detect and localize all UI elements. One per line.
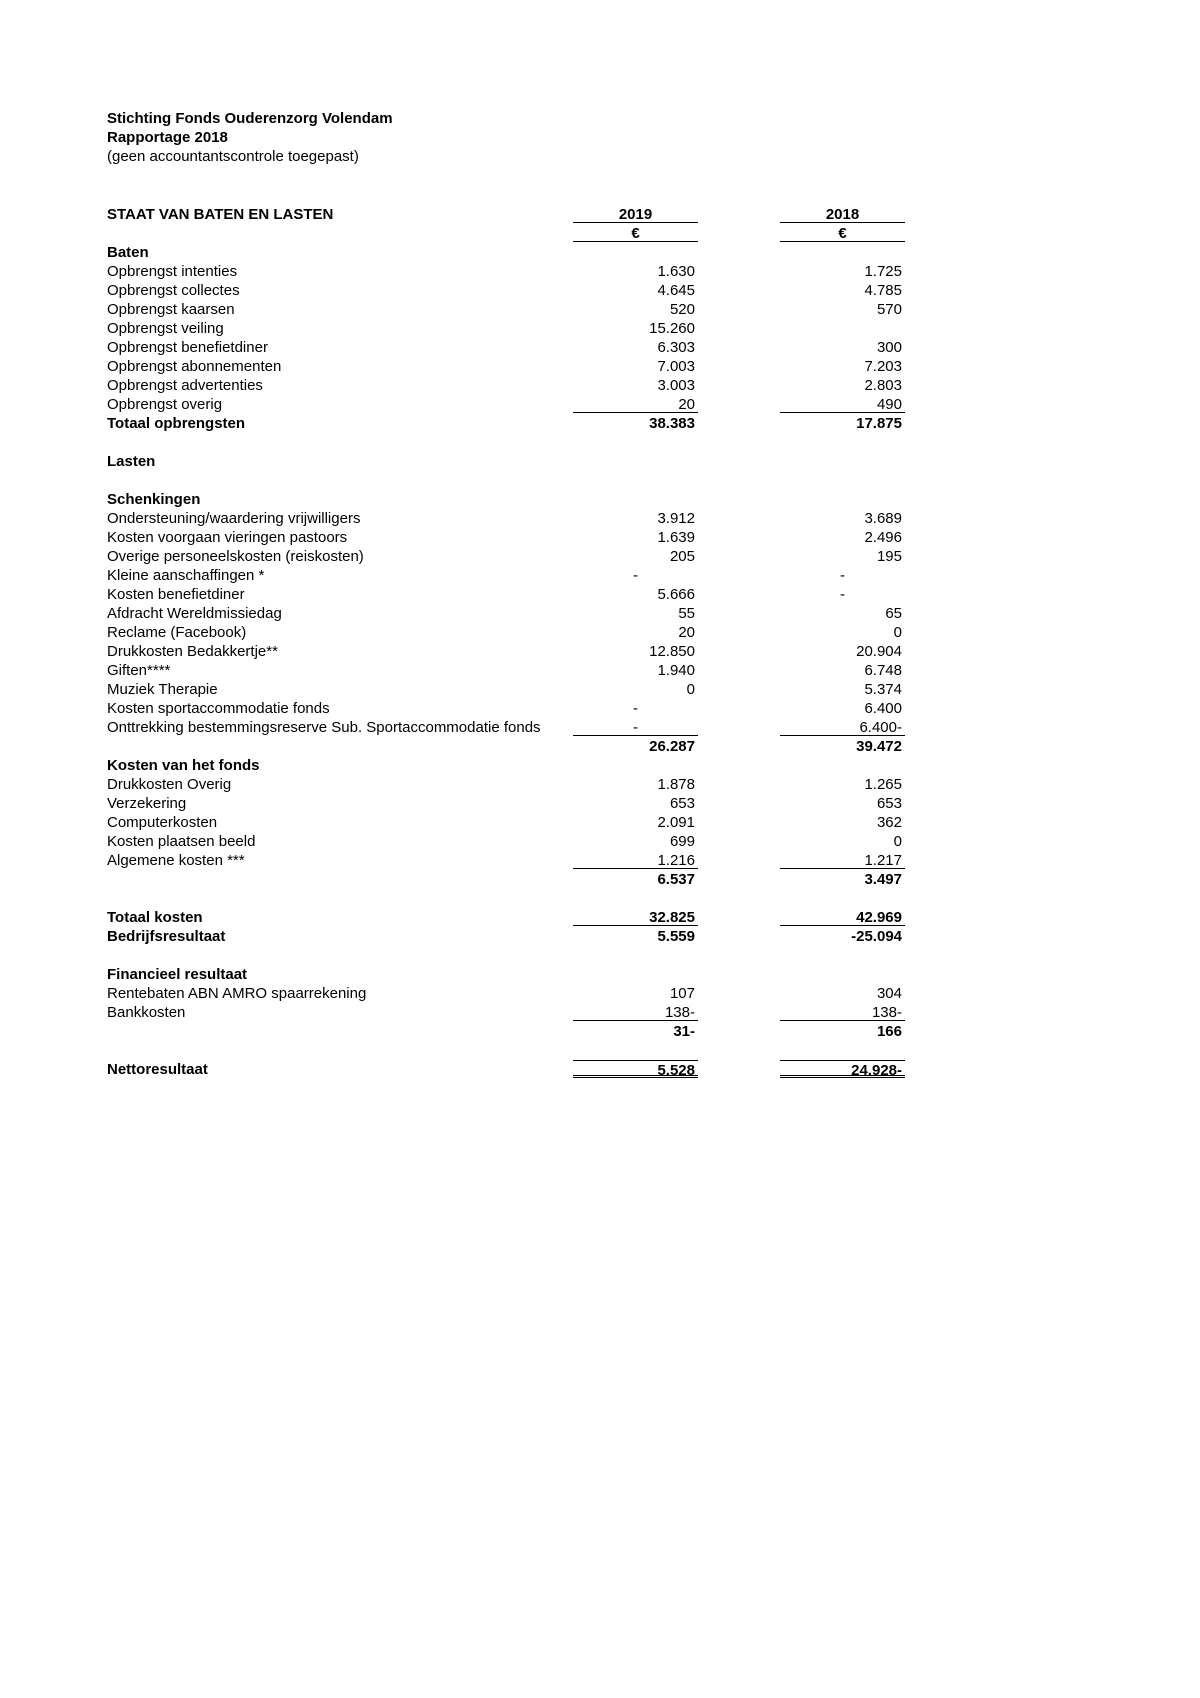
row-label: Kosten voorgaan vieringen pastoors bbox=[107, 529, 348, 546]
statement-rows bbox=[107, 243, 902, 1079]
row-label: Nettoresultaat bbox=[107, 1061, 208, 1078]
row-label: Opbrengst abonnementen bbox=[107, 358, 282, 375]
row-label: Opbrengst overig bbox=[107, 396, 223, 413]
section-heading: Financieel resultaat bbox=[107, 966, 248, 983]
currency-row bbox=[107, 224, 887, 243]
value-2018: 570 bbox=[876, 301, 902, 318]
row-label: Bankkosten bbox=[107, 1004, 186, 1021]
value-2018: 653 bbox=[876, 795, 902, 812]
value-2019: 3.912 bbox=[657, 510, 695, 527]
value-2019: 107 bbox=[669, 985, 695, 1002]
line-item-row bbox=[107, 566, 887, 585]
row-label: Kosten benefietdiner bbox=[107, 586, 245, 603]
spacer bbox=[107, 889, 887, 908]
value-2018: 195 bbox=[876, 548, 902, 565]
value-2019: 5.666 bbox=[657, 586, 695, 603]
row-label: Opbrengst collectes bbox=[107, 282, 240, 299]
line-item-row bbox=[107, 547, 902, 566]
line-item-row bbox=[107, 338, 902, 357]
value-2019: 1.639 bbox=[657, 529, 695, 546]
value-2018: 166 bbox=[876, 1023, 902, 1040]
value-2018: 7.203 bbox=[864, 358, 902, 375]
line-item-row bbox=[107, 357, 902, 376]
value-2018: 24.928- bbox=[780, 1060, 905, 1078]
line-item-row bbox=[107, 509, 902, 528]
value-2018: 1.217 bbox=[780, 851, 905, 869]
value-2019: 55 bbox=[678, 605, 695, 622]
value-2019: 1.216 bbox=[573, 851, 698, 869]
section-heading: Kosten van het fonds bbox=[107, 757, 260, 774]
value-2018: - bbox=[840, 586, 845, 603]
row-label: Algemene kosten *** bbox=[107, 852, 245, 869]
row-label: Muziek Therapie bbox=[107, 681, 218, 698]
line-item-row bbox=[107, 699, 902, 718]
value-2018: - bbox=[840, 567, 845, 584]
row-label: Computerkosten bbox=[107, 814, 218, 831]
value-2019: 520 bbox=[669, 301, 695, 318]
section-heading: Baten bbox=[107, 244, 149, 261]
section-heading: Lasten bbox=[107, 453, 156, 470]
line-item-row bbox=[107, 642, 902, 661]
value-2018 bbox=[780, 319, 905, 337]
row-label: Drukkosten Overig bbox=[107, 776, 232, 793]
line-item-row bbox=[107, 832, 902, 851]
row-label: Giften**** bbox=[107, 662, 171, 679]
row-label: Opbrengst intenties bbox=[107, 263, 238, 280]
value-2018: 65 bbox=[885, 605, 902, 622]
row-label: Onttrekking bestemmingsreserve Sub. Sportaccommodatie fonds bbox=[107, 719, 541, 736]
value-2018: 0 bbox=[893, 833, 902, 850]
value-2018: 6.400- bbox=[780, 718, 905, 736]
spacer bbox=[107, 1041, 887, 1060]
value-2019: - bbox=[633, 567, 638, 584]
row-label: Opbrengst veiling bbox=[107, 320, 224, 337]
year-2019-header: 2019 bbox=[573, 205, 698, 223]
value-2018: 17.875 bbox=[856, 415, 902, 432]
value-2018: 20.904 bbox=[856, 643, 902, 660]
section-heading: Schenkingen bbox=[107, 491, 201, 508]
total-row bbox=[107, 1060, 902, 1079]
line-item-row bbox=[107, 395, 902, 414]
currency-2018: € bbox=[780, 224, 905, 242]
line-item-row bbox=[107, 376, 902, 395]
line-item-row bbox=[107, 680, 902, 699]
value-2019: 699 bbox=[669, 833, 695, 850]
line-item-row bbox=[107, 661, 902, 680]
total-row bbox=[107, 870, 902, 889]
value-2018: 5.374 bbox=[864, 681, 902, 698]
row-label: Opbrengst advertenties bbox=[107, 377, 263, 394]
value-2018: 39.472 bbox=[856, 738, 902, 755]
section-heading-row bbox=[107, 452, 887, 471]
value-2019: 2.091 bbox=[657, 814, 695, 831]
line-item-row bbox=[107, 585, 887, 604]
value-2018: 1.265 bbox=[864, 776, 902, 793]
value-2018: 0 bbox=[893, 624, 902, 641]
total-row bbox=[107, 414, 902, 433]
value-2018: 3.689 bbox=[864, 510, 902, 527]
value-2019: 653 bbox=[669, 795, 695, 812]
value-2018: 362 bbox=[876, 814, 902, 831]
value-2019: 205 bbox=[669, 548, 695, 565]
line-item-row bbox=[107, 718, 902, 737]
value-2019: 1.630 bbox=[657, 263, 695, 280]
row-label: Reclame (Facebook) bbox=[107, 624, 247, 641]
value-2019: 1.878 bbox=[657, 776, 695, 793]
currency-2019: € bbox=[573, 224, 698, 242]
value-2018: 490 bbox=[780, 395, 905, 413]
line-item-row bbox=[107, 262, 902, 281]
total-row bbox=[107, 908, 902, 927]
row-label: Totaal kosten bbox=[107, 909, 203, 926]
total-row bbox=[107, 927, 902, 946]
value-2019: 5.559 bbox=[657, 928, 695, 945]
row-label: Opbrengst benefietdiner bbox=[107, 339, 268, 356]
row-label: Overige personeelskosten (reiskosten) bbox=[107, 548, 364, 565]
value-2018: 2.803 bbox=[864, 377, 902, 394]
row-label: Kleine aanschaffingen * bbox=[107, 567, 265, 584]
line-item-row bbox=[107, 623, 902, 642]
line-item-row bbox=[107, 794, 902, 813]
value-2018: 304 bbox=[876, 985, 902, 1002]
value-2019: 138- bbox=[573, 1003, 698, 1021]
row-label: Afdracht Wereldmissiedag bbox=[107, 605, 282, 622]
spacer bbox=[107, 471, 887, 490]
statement-title: STAAT VAN BATEN EN LASTEN bbox=[107, 206, 334, 223]
section-heading-row bbox=[107, 490, 887, 509]
value-2019: 3.003 bbox=[657, 377, 695, 394]
total-row bbox=[107, 1022, 902, 1041]
value-2018: 6.400 bbox=[864, 700, 902, 717]
value-2019: 31- bbox=[673, 1023, 695, 1040]
income-statement bbox=[107, 205, 902, 1079]
row-label: Drukkosten Bedakkertje** bbox=[107, 643, 278, 660]
value-2019: 32.825 bbox=[573, 908, 698, 926]
value-2019: 15.260 bbox=[649, 320, 695, 337]
value-2019: - bbox=[633, 700, 638, 717]
value-2018: 2.496 bbox=[864, 529, 902, 546]
audit-note: (geen accountantscontrole toegepast) bbox=[107, 148, 359, 165]
value-2019: 1.940 bbox=[657, 662, 695, 679]
row-label: Bedrijfsresultaat bbox=[107, 928, 226, 945]
year-2018-header: 2018 bbox=[780, 205, 905, 223]
value-2018: 42.969 bbox=[780, 908, 905, 926]
row-label: Kosten plaatsen beeld bbox=[107, 833, 256, 850]
total-row bbox=[107, 737, 902, 756]
line-item-row bbox=[107, 319, 887, 338]
value-2019: 12.850 bbox=[649, 643, 695, 660]
row-label: Totaal opbrengsten bbox=[107, 415, 246, 432]
line-item-row bbox=[107, 1003, 902, 1022]
row-label: Opbrengst kaarsen bbox=[107, 301, 235, 318]
value-2019: - bbox=[573, 718, 698, 736]
statement-header-row bbox=[107, 205, 887, 224]
section-heading-row bbox=[107, 756, 887, 775]
line-item-row bbox=[107, 851, 902, 870]
value-2019: 0 bbox=[686, 681, 695, 698]
value-2018: 3.497 bbox=[864, 871, 902, 888]
value-2019: 26.287 bbox=[649, 738, 695, 755]
line-item-row bbox=[107, 300, 902, 319]
value-2019: 4.645 bbox=[657, 282, 695, 299]
row-label: Ondersteuning/waardering vrijwilligers bbox=[107, 510, 361, 527]
section-heading-row bbox=[107, 243, 887, 262]
spacer bbox=[107, 946, 887, 965]
value-2018: 138- bbox=[780, 1003, 905, 1021]
line-item-row bbox=[107, 528, 902, 547]
line-item-row bbox=[107, 604, 902, 623]
value-2019: 6.303 bbox=[657, 339, 695, 356]
value-2018: 6.748 bbox=[864, 662, 902, 679]
spacer bbox=[107, 433, 887, 452]
line-item-row bbox=[107, 984, 902, 1003]
value-2018: 4.785 bbox=[864, 282, 902, 299]
value-2018: 1.725 bbox=[864, 263, 902, 280]
report-title: Rapportage 2018 bbox=[107, 129, 228, 146]
line-item-row bbox=[107, 813, 902, 832]
value-2019: 20 bbox=[678, 624, 695, 641]
line-item-row bbox=[107, 281, 902, 300]
value-2019: 7.003 bbox=[657, 358, 695, 375]
row-label: Kosten sportaccommodatie fonds bbox=[107, 700, 330, 717]
section-heading-row bbox=[107, 965, 887, 984]
value-2019: 6.537 bbox=[657, 871, 695, 888]
row-label: Rentebaten ABN AMRO spaarrekening bbox=[107, 985, 367, 1002]
value-2019: 5.528 bbox=[573, 1060, 698, 1078]
organization-name: Stichting Fonds Ouderenzorg Volendam bbox=[107, 110, 393, 127]
line-item-row bbox=[107, 775, 902, 794]
row-label: Verzekering bbox=[107, 795, 187, 812]
value-2019: 20 bbox=[573, 395, 698, 413]
value-2018: 300 bbox=[876, 339, 902, 356]
value-2018: -25.094 bbox=[851, 928, 902, 945]
value-2019: 38.383 bbox=[649, 415, 695, 432]
